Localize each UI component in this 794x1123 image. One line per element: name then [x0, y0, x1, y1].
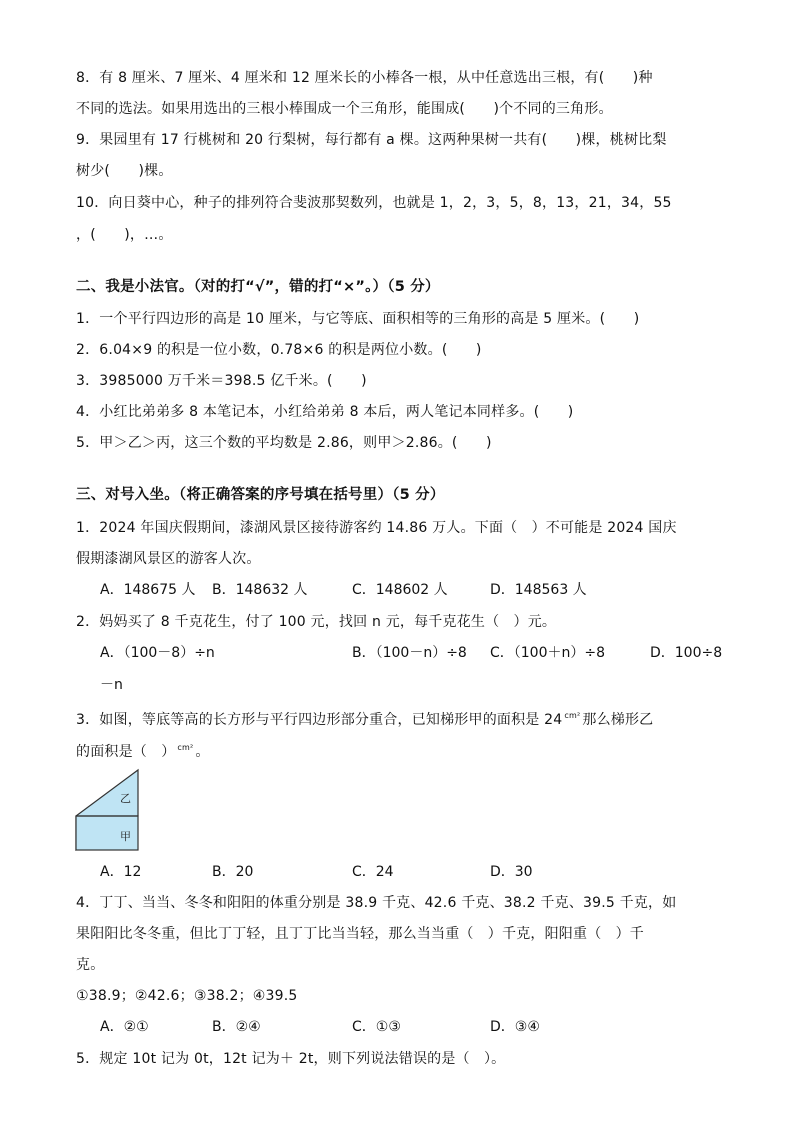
mc-q4-choices: ①38.9；②42.6；③38.2；④39.5 — [76, 988, 298, 1004]
judge-item: 5．甲＞乙＞丙，这三个数的平均数是 2.86，则甲＞2.86。( ) — [76, 435, 492, 451]
mc-q3-option-a: A．12 — [100, 864, 142, 880]
q3-text-a: 3．如图，等底等高的长方形与平行四边形部分重合，已知梯形甲的面积是 24 — [76, 712, 563, 728]
mc-q1-line2: 假期漆湖风景区的游客人次。 — [76, 551, 261, 567]
mc-q1-option-a: A．148675 人 — [100, 582, 196, 598]
q3-text-c: 的面积是（ ） — [76, 744, 176, 760]
judge-item: 2．6.04×9 的积是一位小数，0.78×6 的积是两位小数。( ) — [76, 342, 482, 358]
mc-q2-option-c: C．（100＋n）÷8 — [490, 645, 606, 661]
mc-q3-line1 — [76, 706, 653, 730]
mc-q2-line: 2．妈妈买了 8 千克花生，付了 100 元，找回 n 元，每千克花生（ ）元。 — [76, 614, 557, 630]
judge-item: 1．一个平行四边形的高是 10 厘米，与它等底、面积相等的三角形的高是 5 厘米。( ) — [76, 311, 640, 327]
section2-title: 二、我是小法官。（对的打“√”，错的打“×”。）（5 分） — [76, 279, 440, 295]
mc-q1-option-b: B．148632 人 — [212, 582, 308, 598]
mc-q3-line2 — [76, 738, 210, 762]
label-jia: 甲 — [120, 830, 131, 843]
mc-q2-option-d-tail: －n — [100, 677, 123, 693]
q10-line2: ，( )，…。 — [76, 227, 173, 243]
mc-q1-option-c: C．148602 人 — [352, 582, 448, 598]
label-yi: 乙 — [120, 792, 131, 805]
mc-q2-option-d: D．100÷8 — [650, 645, 723, 661]
cm2-unit: cm² — [564, 711, 581, 720]
mc-q4-option-c: C．①③ — [352, 1019, 401, 1035]
q3-text-d: 。 — [195, 744, 210, 760]
mc-q3-option-b: B．20 — [212, 864, 254, 880]
mc-q4-line2: 果阳阳比冬冬重，但比丁丁轻，且丁丁比当当轻，那么当当重（ ）千克，阳阳重（ ）千 — [76, 926, 644, 942]
q9-line2: 树少( )棵。 — [76, 163, 173, 179]
mc-q3-option-d: D．30 — [490, 864, 533, 880]
trapezoid-figure — [74, 768, 144, 854]
q3-text-b: 那么梯形乙 — [582, 712, 654, 728]
mc-q5-line: 5．规定 10t 记为 0t，12t 记为＋ 2t，则下列说法错误的是（ ）。 — [76, 1051, 506, 1067]
mc-q1-line1: 1．2024 年国庆假期间，漆湖风景区接待游客约 14.86 万人。下面（ ）不可能是 2024 国庆 — [76, 520, 677, 536]
mc-q1-option-d: D．148563 人 — [490, 582, 587, 598]
section3-title: 三、对号入坐。（将正确答案的序号填在括号里）（5 分） — [76, 487, 445, 503]
cm2-unit: cm² — [177, 743, 194, 752]
mc-q2-option-b: B．（100－n）÷8 — [352, 645, 467, 661]
q8-line1: 8．有 8 厘米、7 厘米、4 厘米和 12 厘米长的小棒各一根，从中任意选出三根，有( )种 — [76, 70, 653, 86]
q8-line2: 不同的选法。如果用选出的三根小棒围成一个三角形，能围成( )个不同的三角形。 — [76, 101, 613, 117]
mc-q4-option-d: D．③④ — [490, 1019, 540, 1035]
q9-line1: 9．果园里有 17 行桃树和 20 行梨树，每行都有 a 棵。这两种果树一共有( )棵，桃树比梨 — [76, 132, 667, 148]
mc-q2-option-a: A．（100－8）÷n — [100, 645, 215, 661]
judge-item: 4．小红比弟弟多 8 本笔记本，小红给弟弟 8 本后，两人笔记本同样多。( ) — [76, 404, 574, 420]
mc-q4-option-b: B．②④ — [212, 1019, 261, 1035]
mc-q4-line1: 4．丁丁、当当、冬冬和阳阳的体重分别是 38.9 千克、42.6 千克、38.2 千克、39.5 千克，如 — [76, 895, 677, 911]
q10-line1: 10．向日葵中心，种子的排列符合斐波那契数列，也就是 1，2，3，5，8，13，21，34，55 — [76, 195, 672, 211]
judge-item: 3．3985000 万千米＝398.5 亿千米。( ) — [76, 373, 367, 389]
mc-q4-option-a: A．②① — [100, 1019, 149, 1035]
mc-q3-option-c: C．24 — [352, 864, 394, 880]
mc-q4-line3: 克。 — [76, 957, 105, 973]
